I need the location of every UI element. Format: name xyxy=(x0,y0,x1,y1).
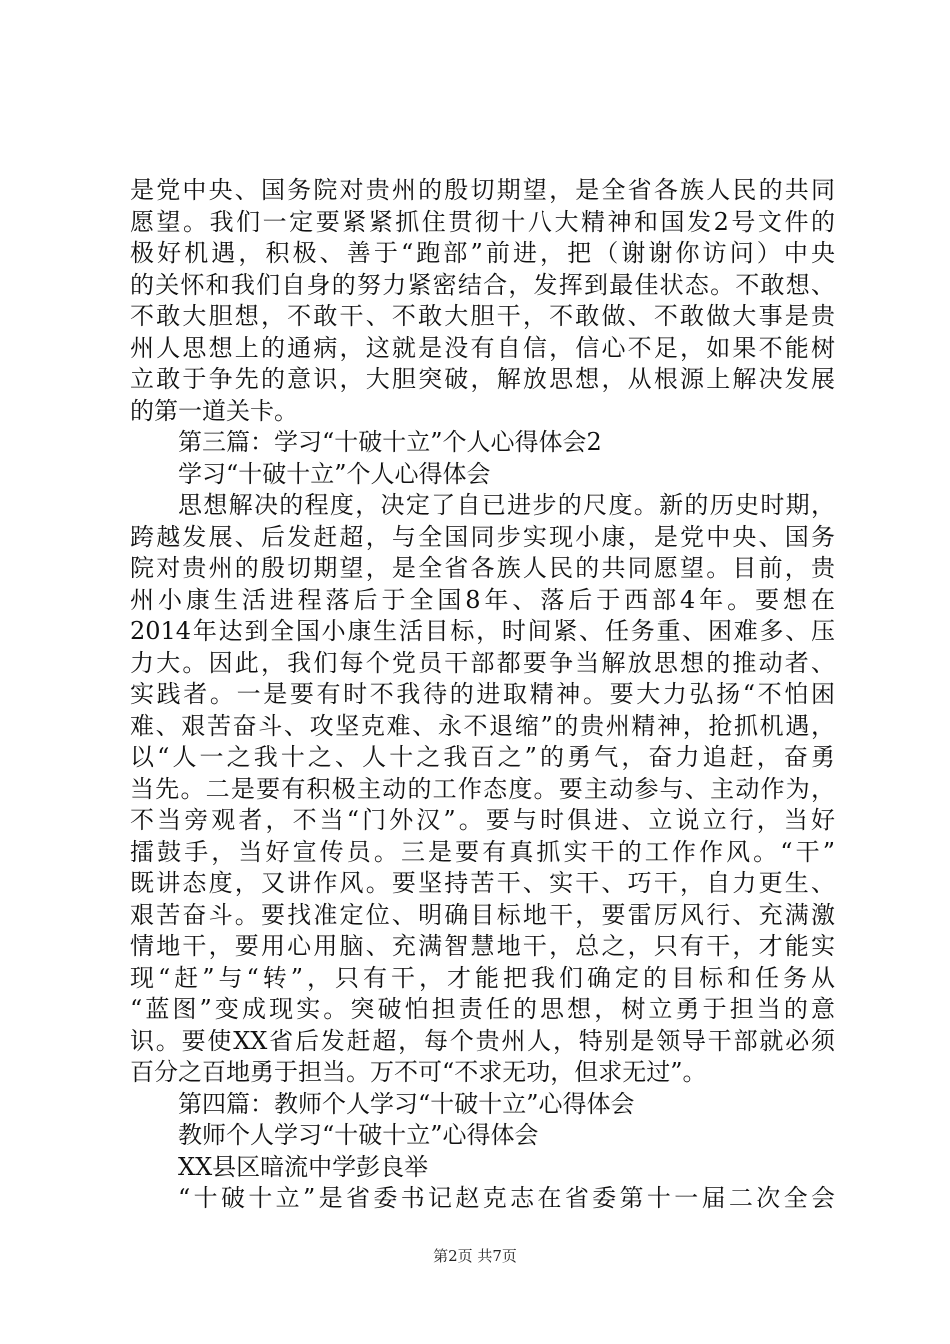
text-line: 擂鼓手，当好宣传员。三是要有真抓实干的工作作风。“干” xyxy=(130,837,835,866)
document-body xyxy=(130,175,835,1215)
text-line: 实践者。一是要有时不我待的进取精神。要大力弘扬“不怕困 xyxy=(130,680,835,708)
page-footer: 第2页 共7页 xyxy=(433,1247,517,1265)
text-line: 当先。二是要有积极主动的工作态度。要主动参与、主动作为， xyxy=(130,774,835,803)
text-line: 难、艰苦奋斗、攻坚克难、永不退缩”的贵州精神，抢抓机遇， xyxy=(130,711,835,740)
text-line: 的关怀和我们自身的努力紧密结合，发挥到最佳状态。不敢想、 xyxy=(130,270,835,299)
text-line: 的第一道关卡。 xyxy=(130,396,298,425)
text-line: 情地干，要用心用脑、充满智慧地干，总之，只有干，才能实 xyxy=(130,932,835,960)
text-line: 第四篇：教师个人学习“十破十立”心得体会 xyxy=(178,1089,635,1118)
text-line: “蓝图”变成现实。突破怕担责任的思想，树立勇于担当的意 xyxy=(130,995,835,1023)
text-line: 学习“十破十立”个人心得体会 xyxy=(178,459,491,488)
text-line: 第三篇：学习“十破十立”个人心得体会2 xyxy=(178,428,602,456)
text-line: 识。要使XX省后发赶超，每个贵州人，特别是领导干部就必须 xyxy=(130,1026,835,1055)
text-line: 现“赶”与“转”，只有干，才能把我们确定的目标和任务从 xyxy=(130,963,835,992)
text-line: XX县区暗流中学彭良举 xyxy=(178,1152,429,1181)
text-line: 思想解决的程度，决定了自已进步的尺度。新的历史时期， xyxy=(178,491,835,519)
text-line: 跨越发展、后发赶超，与全国同步实现小康，是党中央、国务 xyxy=(130,522,835,551)
text-line: 既讲态度，又讲作风。要坚持苦干、实干、巧干，自力更生、 xyxy=(130,869,835,897)
text-line: 院对贵州的殷切期望，是全省各族人民的共同愿望。目前，贵 xyxy=(130,554,835,582)
text-line: 不敢大胆想，不敢干、不敢大胆干，不敢做、不敢做大事是贵 xyxy=(130,302,835,330)
text-line: 力大。因此，我们每个党员干部都要争当解放思想的推动者、 xyxy=(130,648,835,677)
text-line: 不当旁观者，不当“门外汉”。要与时俱进、立说立行，当好 xyxy=(130,806,835,834)
text-line: 艰苦奋斗。要找准定位、明确目标地干，要雷厉风行、充满激 xyxy=(130,900,835,929)
text-line: 立敢于争先的意识，大胆突破，解放思想，从根源上解决发展 xyxy=(130,365,835,393)
text-line: 州小康生活进程落后于全国8年、落后于西部4年。要想在 xyxy=(130,585,835,614)
text-line: “十破十立”是省委书记赵克志在省委第十一届二次全会 xyxy=(178,1184,835,1212)
text-line: 百分之百地勇于担当。万不可“不求无功，但求无过”。 xyxy=(130,1058,707,1086)
text-line: 极好机遇，积极、善于“跑部”前进，把（谢谢你访问）中央 xyxy=(130,239,835,267)
text-line: 2014年达到全国小康生活目标，时间紧、任务重、困难多、压 xyxy=(130,617,835,645)
text-line: 愿望。我们一定要紧紧抓住贯彻十八大精神和国发2号文件的 xyxy=(130,207,835,236)
text-line: 教师个人学习“十破十立”心得体会 xyxy=(178,1121,539,1149)
text-line: 以“人一之我十之、人十之我百之”的勇气，奋力追赶，奋勇 xyxy=(130,743,835,771)
text-line: 州人思想上的通病，这就是没有自信，信心不足，如果不能树 xyxy=(130,333,835,362)
text-line: 是党中央、国务院对贵州的殷切期望，是全省各族人民的共同 xyxy=(130,176,835,204)
